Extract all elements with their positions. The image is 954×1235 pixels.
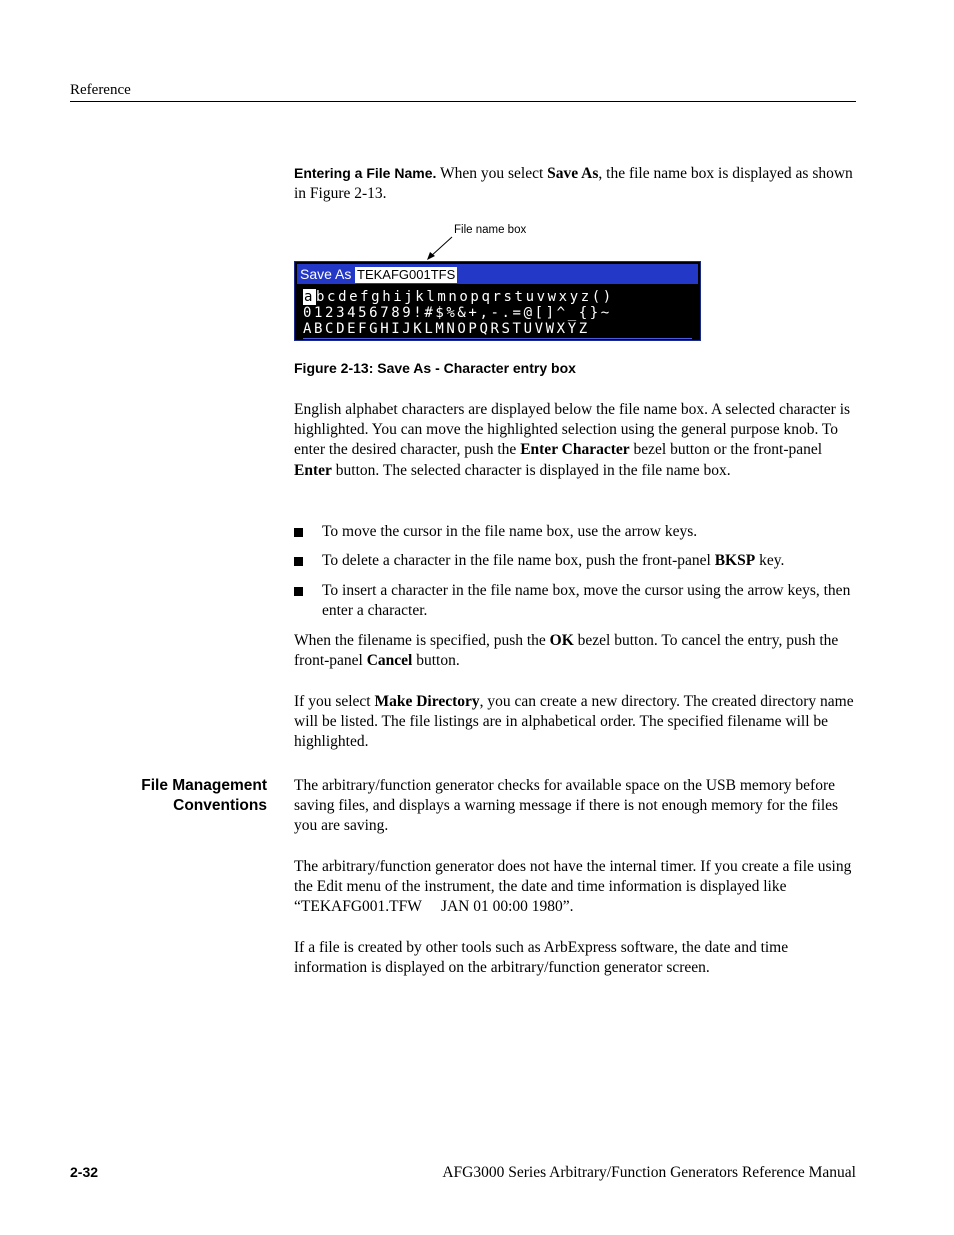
paragraph-character-selection: English alphabet characters are displayed below the file name box. A selected character is highlighted. You can move the highlighted selection using the general purpose knob. To enter the desired character, push the Enter Character bezel button or the front-panel Enter button. The selected character is displayed in the file name box. [294, 401, 851, 479]
paragraph-internal-timer: The arbitrary/function generator does not have the internal timer. If you create a file using the Edit menu of the instrument, the date and time information is displayed like “TEKAFG001.TFW JAN 01 00:00 1980”. [294, 858, 856, 916]
digits-symbols-row[interactable]: 0123456789!#$%&+,-.=@[]^_{}~ [303, 305, 612, 321]
paragraph-ok-cancel: When the filename is specified, push the OK bezel button. To cancel the entry, push the front-panel Cancel button. [294, 632, 839, 670]
uppercase-row[interactable]: ABCDEFGHIJKLMNOPQRSTUVWXYZ [303, 321, 590, 337]
paragraph-usb-space: The arbitrary/function generator checks for available space on the USB memory before saving files, and displays a warning message if there is not enough memory for the files you are saving. [294, 777, 839, 835]
file-name-box[interactable]: TEKAFG001TFS [357, 267, 456, 282]
page-number: 2-32 [70, 1164, 99, 1180]
lowercase-row: abcdefghijklmnopqrstuvwxyz() [304, 289, 614, 305]
bullet-square-icon [294, 528, 303, 537]
figure-caption: Figure 2-13: Save As - Character entry box [294, 360, 576, 376]
title-bar [297, 264, 698, 284]
header-rule [70, 101, 856, 102]
runin-heading: Entering a File Name. [294, 165, 437, 181]
side-heading-file-management: File Management Conventions [141, 777, 267, 814]
paragraph-make-directory: If you select Make Directory, you can create a new directory. The created directory name will be listed. The file listings are in alphabetical order. The specified filename will be highlighted. [294, 693, 854, 751]
manual-title: AFG3000 Series Arbitrary/Function Generators Reference Manual [442, 1164, 856, 1181]
running-header: Reference [70, 82, 131, 98]
bullet-square-icon [294, 557, 303, 566]
screen-underline [303, 338, 692, 339]
save-as-label: Save As [300, 266, 352, 282]
file-name-intro: Entering a File Name. When you select Save As, the file name box is displayed as shown in Figure 2-13. [294, 165, 853, 203]
character-entry-screen [294, 261, 701, 341]
bullet-square-icon [294, 587, 303, 596]
paragraph-external-tools: If a file is created by other tools such as ArbExpress software, the date and time information is displayed on the arbitrary/function generator screen. [294, 939, 789, 977]
selected-character[interactable]: a [304, 289, 316, 305]
callout-arrow [424, 234, 456, 264]
callout-label: File name box [454, 224, 527, 236]
